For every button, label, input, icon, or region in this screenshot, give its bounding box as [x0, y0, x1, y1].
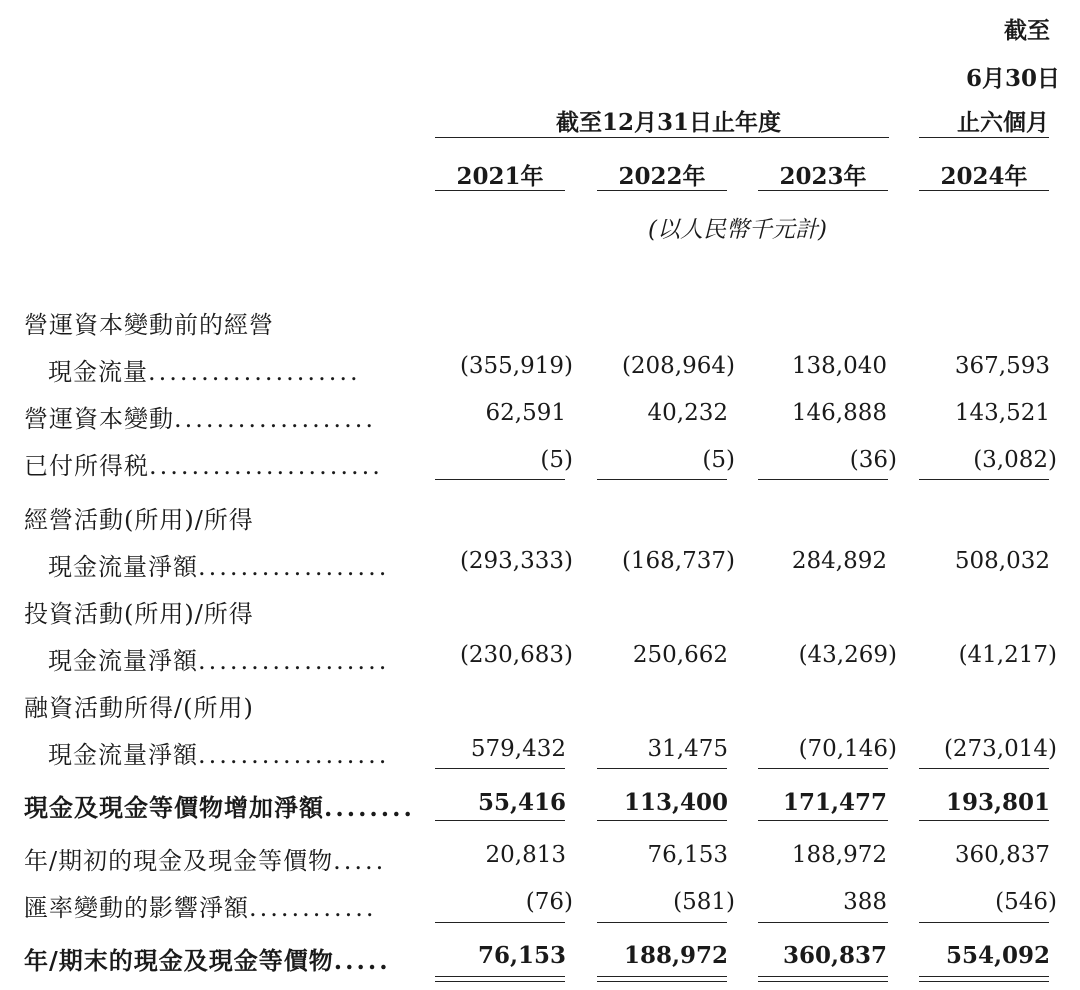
value-2021: 55,416	[477, 789, 566, 816]
subtotal-line	[919, 922, 1049, 923]
value-2024: (41,217)	[958, 642, 1057, 668]
subtotal-line	[597, 768, 727, 769]
value-2021: (5)	[540, 447, 573, 473]
value-2021: (293,333)	[459, 548, 573, 574]
subtotal-line	[758, 922, 888, 923]
value-2021: 76,153	[477, 942, 566, 969]
value-2021: (76)	[525, 889, 573, 915]
row-label: 年/期末的現金及現金等價物.....	[24, 946, 391, 975]
year-header-2024: 2024年	[940, 163, 1028, 190]
subtotal-line	[919, 479, 1049, 480]
period-col4-line2: 6月30日	[966, 65, 1061, 92]
value-2023: 360,837	[782, 942, 887, 969]
grand-total-double-line	[758, 976, 888, 982]
value-2022: 188,972	[623, 942, 728, 969]
value-2023: 284,892	[791, 548, 887, 574]
row-label: 經營活動(所用)/所得	[24, 506, 254, 534]
value-2023: (43,269)	[798, 642, 897, 668]
value-2022: 31,475	[647, 736, 728, 762]
value-2024: 360,837	[954, 842, 1050, 868]
value-2021: (230,683)	[459, 642, 573, 668]
value-2022: (5)	[702, 447, 735, 473]
value-2024: (3,082)	[973, 447, 1057, 473]
value-2022: 40,232	[647, 400, 728, 426]
value-2021: 20,813	[485, 842, 566, 868]
value-2024: 508,032	[954, 548, 1050, 574]
subtotal-line	[919, 768, 1049, 769]
value-2024: (273,014)	[943, 736, 1057, 762]
row-label: 現金及現金等價物增加淨額........	[24, 793, 415, 822]
grand-total-double-line	[919, 976, 1049, 982]
subtotal-line	[597, 922, 727, 923]
value-2024: 143,521	[954, 400, 1050, 426]
value-2023: 138,040	[791, 353, 887, 379]
subtotal-line	[758, 479, 888, 480]
year-underline-2022	[597, 190, 727, 191]
year-underline-2023	[758, 190, 888, 191]
unit-note: (以人民幣千元計)	[648, 217, 827, 243]
row-label: 年/期初的現金及現金等價物.....	[24, 847, 387, 875]
row-label: 現金流量....................	[48, 358, 361, 386]
year-header-2022: 2022年	[618, 163, 706, 190]
row-label: 現金流量淨額..................	[48, 553, 390, 581]
row-label: 營運資本變動...................	[24, 405, 376, 433]
value-2022: 113,400	[623, 789, 728, 816]
value-2023: (70,146)	[798, 736, 897, 762]
year-underline-2024	[919, 190, 1049, 191]
period-col4-underline	[919, 137, 1049, 138]
value-2022: (168,737)	[621, 548, 735, 574]
value-2024: 193,801	[945, 789, 1050, 816]
total-line	[435, 820, 565, 821]
row-label: 投資活動(所用)/所得	[24, 600, 254, 628]
total-line	[758, 820, 888, 821]
subtotal-line	[597, 479, 727, 480]
value-2022: (581)	[673, 889, 735, 915]
total-line	[919, 820, 1049, 821]
total-line	[597, 820, 727, 821]
value-2021: (355,919)	[459, 353, 573, 379]
period-group-underline	[435, 137, 889, 138]
value-2024: 367,593	[954, 353, 1050, 379]
value-2021: 579,432	[470, 736, 566, 762]
value-2023: (36)	[849, 447, 897, 473]
value-2024: (546)	[995, 889, 1057, 915]
subtotal-line	[435, 768, 565, 769]
value-2022: (208,964)	[621, 353, 735, 379]
subtotal-line	[435, 479, 565, 480]
value-2021: 62,591	[485, 400, 566, 426]
row-label: 已付所得税......................	[24, 452, 383, 480]
value-2023: 171,477	[782, 789, 887, 816]
value-2022: 76,153	[647, 842, 728, 868]
row-label: 現金流量淨額..................	[48, 647, 390, 675]
year-header-2023: 2023年	[779, 163, 867, 190]
year-header-2021: 2021年	[456, 163, 544, 190]
row-label: 融資活動所得/(所用)	[24, 694, 254, 722]
year-underline-2021	[435, 190, 565, 191]
row-label: 現金流量淨額..................	[48, 741, 390, 769]
subtotal-line	[758, 768, 888, 769]
row-label: 營運資本變動前的經營	[24, 311, 274, 339]
value-2024: 554,092	[945, 942, 1050, 969]
value-2023: 188,972	[791, 842, 887, 868]
value-2023: 388	[843, 889, 887, 915]
period-col4-line1: 截至	[1004, 17, 1050, 44]
value-2023: 146,888	[791, 400, 887, 426]
value-2022: 250,662	[632, 642, 728, 668]
row-label: 匯率變動的影響淨額............	[24, 894, 377, 922]
grand-total-double-line	[435, 976, 565, 982]
subtotal-line	[435, 922, 565, 923]
period-group-header: 截至12月31日止年度	[556, 109, 782, 136]
period-col4-line3: 止六個月	[957, 109, 1049, 136]
grand-total-double-line	[597, 976, 727, 982]
